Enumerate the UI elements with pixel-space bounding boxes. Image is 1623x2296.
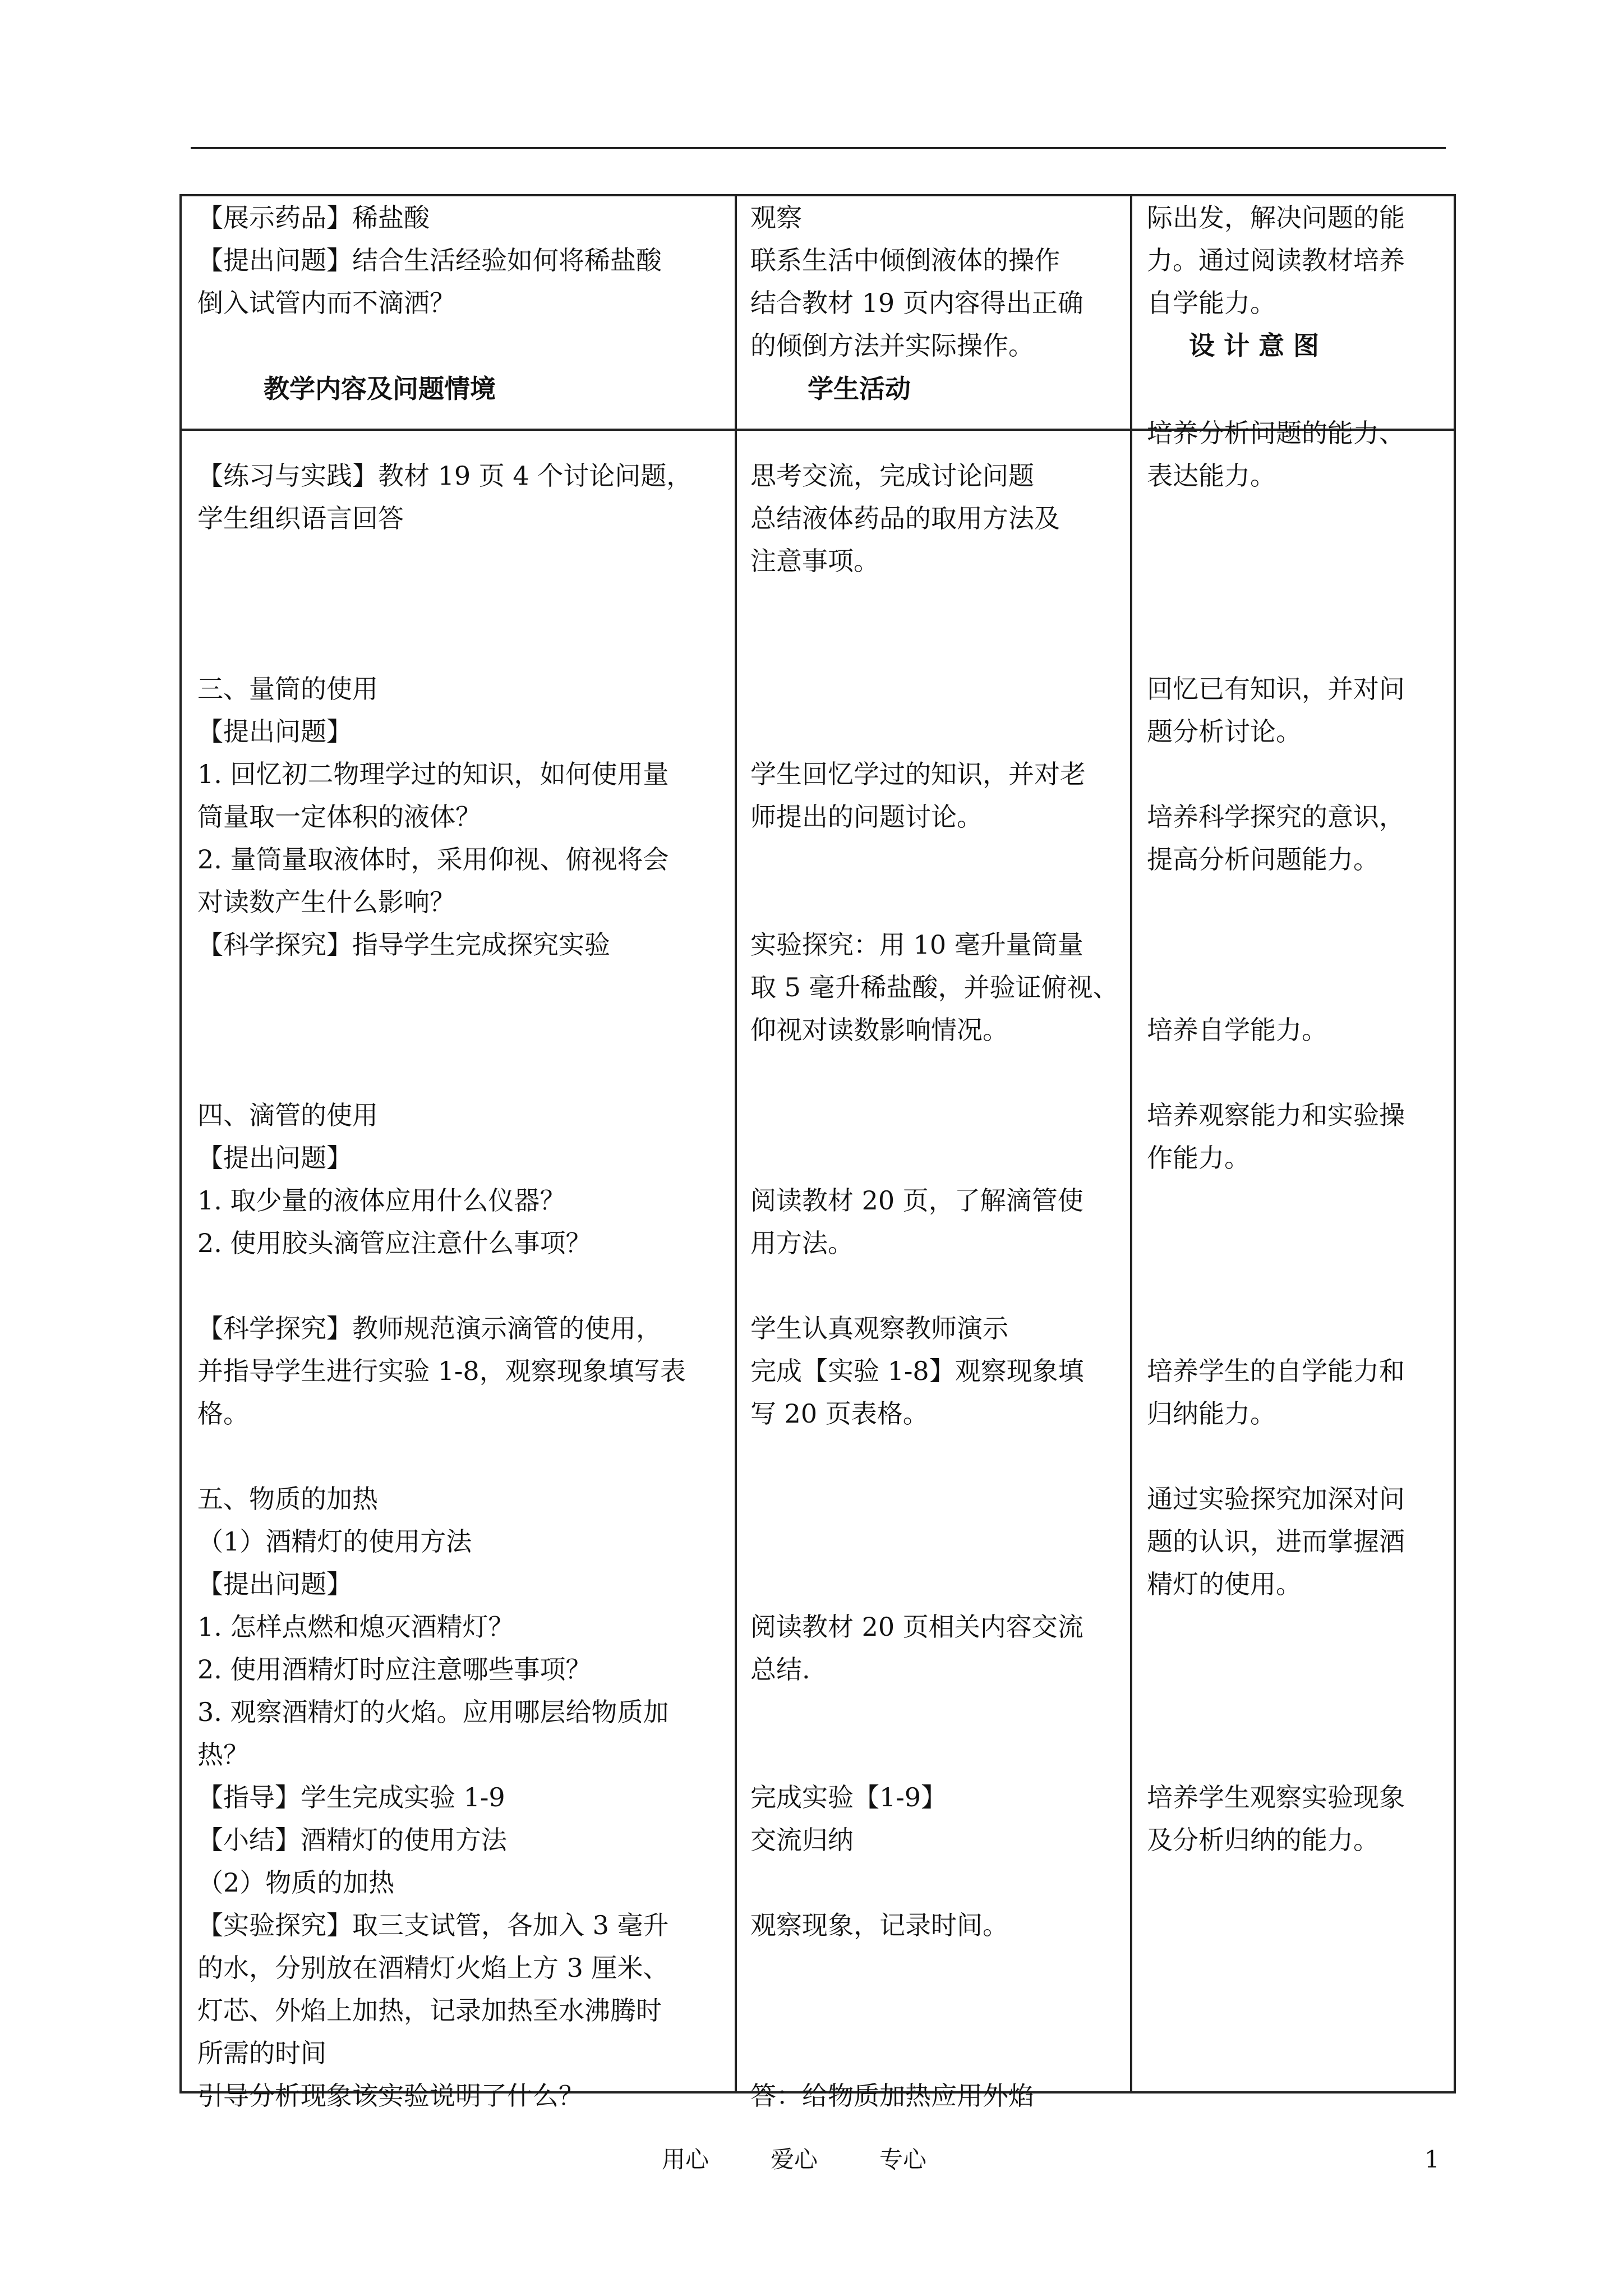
design-intent-column	[1147, 412, 1450, 1861]
text-line: 学生回忆学过的知识，并对老	[750, 759, 1086, 789]
page-number: 1	[1424, 2146, 1440, 2173]
text-line: 培养学生的自学能力和	[1147, 1356, 1405, 1386]
text-line: 通过实验探究加深对问	[1147, 1484, 1405, 1514]
text-line: 【小结】酒精灯的使用方法	[197, 1825, 507, 1855]
text-line: 学生认真观察教师演示	[750, 1313, 1008, 1343]
column-divider-2	[1130, 194, 1132, 2093]
text-line: 完成【实验 1-8】观察现象填	[750, 1356, 1084, 1386]
text-line: 1. 怎样点燃和熄灭酒精灯？	[197, 1612, 514, 1642]
text-line: 归纳能力。	[1147, 1398, 1276, 1429]
section-title: 三、量筒的使用	[197, 674, 378, 704]
text-line: 提高分析问题能力。	[1147, 844, 1379, 875]
teaching-content-column	[197, 454, 730, 2117]
text-line: 及分析归纳的能力。	[1147, 1825, 1379, 1855]
header-student-activity: 学生活动	[808, 374, 911, 404]
text-line: （2）物质的加热	[197, 1867, 395, 1898]
text-line: 2. 使用酒精灯时应注意哪些事项？	[197, 1654, 592, 1685]
top-row-intent-cell	[1147, 196, 1450, 324]
text-line: 取 5 毫升稀盐酸，并验证俯视、	[750, 972, 1119, 1002]
text-line: 【提出问题】	[197, 716, 352, 747]
section-title: 五、物质的加热	[197, 1484, 378, 1514]
text-line: 表达能力。	[1147, 461, 1276, 491]
text-line: 学生组织语言回答	[197, 503, 404, 533]
text-line: 总结.	[750, 1654, 810, 1685]
text-line: 总结液体药品的取用方法及	[750, 503, 1060, 533]
text-line: 所需的时间	[197, 2038, 326, 2068]
text-line: 【科学探究】教师规范演示滴管的使用，	[197, 1313, 662, 1343]
text-line: 的倾倒方法并实际操作。	[750, 330, 1034, 361]
text-line: （1）酒精灯的使用方法	[197, 1526, 472, 1557]
text-line: 筒量取一定体积的液体？	[197, 802, 481, 832]
text-line: 对读数产生什么影响？	[197, 887, 455, 917]
text-line: 题的认识，进而掌握酒	[1147, 1526, 1405, 1557]
text-line: 培养分析问题的能力、	[1147, 418, 1405, 448]
text-line: 观察	[750, 203, 802, 233]
top-row-content-cell	[197, 196, 730, 324]
text-line: 回忆已有知识，并对问	[1147, 674, 1405, 704]
text-line: 【提出问题】结合生活经验如何将稀盐酸	[197, 245, 662, 275]
text-line: 交流归纳	[750, 1825, 854, 1855]
text-line: 阅读教材 20 页，了解滴管使	[750, 1185, 1083, 1216]
text-line: 自学能力。	[1147, 288, 1276, 318]
text-line: 【提出问题】	[197, 1569, 352, 1599]
text-line: 【提出问题】	[197, 1143, 352, 1173]
text-line: 【练习与实践】教材 19 页 4 个讨论问题，	[197, 461, 693, 491]
student-activity-column	[750, 454, 1126, 2117]
text-line: 实验探究：用 10 毫升量筒量	[750, 930, 1083, 960]
text-line: 结合教材 19 页内容得出正确	[750, 288, 1083, 318]
text-line: 【实验探究】取三支试管，各加入 3 毫升	[197, 1910, 669, 1940]
text-line: 培养自学能力。	[1147, 1015, 1327, 1045]
text-line: 阅读教材 20 页相关内容交流	[750, 1612, 1083, 1642]
section-title: 四、滴管的使用	[197, 1100, 378, 1130]
text-line: 仰视对读数影响情况。	[750, 1015, 1008, 1045]
text-line: 师提出的问题讨论。	[750, 802, 983, 832]
text-line: 题分析讨论。	[1147, 716, 1302, 747]
footer-motto	[662, 2143, 926, 2177]
footer-word: 爱心	[771, 2146, 818, 2173]
column-divider-1	[735, 194, 737, 2093]
footer-word: 专心	[879, 2146, 927, 2173]
text-line: 引导分析现象该实验说明了什么？	[197, 2081, 584, 2111]
header-rule	[191, 147, 1446, 149]
text-line: 【展示药品】稀盐酸	[197, 203, 430, 233]
text-line: 答：给物质加热应用外焰	[750, 2081, 1034, 2111]
text-line: 精灯的使用。	[1147, 1569, 1302, 1599]
text-line: 写 20 页表格。	[750, 1398, 929, 1429]
text-line: 1. 取少量的液体应用什么仪器？	[197, 1185, 566, 1216]
text-line: 3. 观察酒精灯的火焰。应用哪层给物质加	[197, 1697, 669, 1727]
text-line: 2. 使用胶头滴管应注意什么事项？	[197, 1228, 592, 1258]
text-line: 2. 量筒量取液体时，采用仰视、俯视将会	[197, 844, 669, 875]
text-line: 力。通过阅读教材培养	[1147, 245, 1405, 275]
text-line: 的水，分别放在酒精灯火焰上方 3 厘米、	[197, 1953, 669, 1983]
text-line: 培养学生观察实验现象	[1147, 1782, 1405, 1812]
text-line: 培养科学探究的意识，	[1147, 802, 1405, 832]
text-line: 格。	[197, 1398, 249, 1429]
text-line: 作能力。	[1147, 1143, 1250, 1173]
text-line: 培养观察能力和实验操	[1147, 1100, 1405, 1130]
text-line: 倒入试管内而不滴洒？	[197, 288, 455, 318]
text-line: 灯芯、外焰上加热，记录加热至水沸腾时	[197, 1995, 662, 2026]
text-line: 际出发，解决问题的能	[1147, 203, 1405, 233]
text-line: 完成实验【1-9】	[750, 1782, 947, 1812]
text-line: 【科学探究】指导学生完成探究实验	[197, 930, 610, 960]
text-line: 观察现象，记录时间。	[750, 1910, 1008, 1940]
text-line: 并指导学生进行实验 1-8，观察现象填写表	[197, 1356, 686, 1386]
header-teaching-content: 教学内容及问题情境	[264, 374, 496, 404]
text-line: 用方法。	[750, 1228, 854, 1258]
text-line: 注意事项。	[750, 546, 879, 576]
top-row-activity-cell	[750, 196, 1126, 367]
footer-word: 用心	[662, 2146, 709, 2173]
text-line: 思考交流，完成讨论问题	[750, 461, 1034, 491]
text-line: 热？	[197, 1740, 249, 1770]
header-design-intent: 设 计 意 图	[1189, 330, 1320, 361]
text-line: 联系生活中倾倒液体的操作	[750, 245, 1060, 275]
text-line: 1. 回忆初二物理学过的知识，如何使用量	[197, 759, 669, 789]
text-line: 【指导】学生完成实验 1-9	[197, 1782, 505, 1812]
